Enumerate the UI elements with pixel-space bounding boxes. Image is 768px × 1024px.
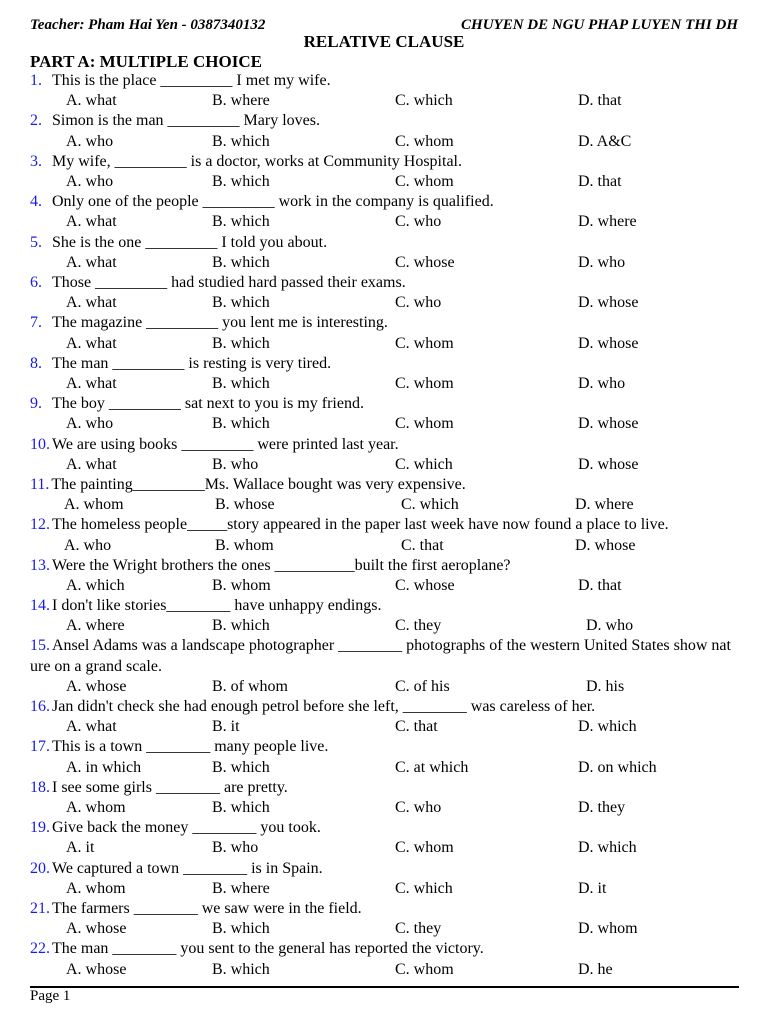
answer-options (30, 536, 742, 556)
answer-option-a[interactable]: A. who (66, 415, 114, 433)
answer-option-a[interactable]: A. whom (64, 496, 124, 514)
answer-option-b[interactable]: B. where (212, 92, 270, 110)
answer-option-c[interactable]: C. they (395, 617, 442, 635)
answer-option-b[interactable]: B. who (212, 455, 259, 473)
answer-option-a[interactable]: A. who (66, 132, 114, 150)
answer-option-b[interactable]: B. whom (215, 536, 274, 554)
answer-option-b[interactable]: B. which (212, 294, 270, 312)
answer-option-b[interactable]: B. which (212, 920, 270, 938)
answer-option-c[interactable]: C. whom (395, 415, 454, 433)
question-text: The boy _________ sat next to you is my friend. (52, 395, 364, 413)
question-text: The painting_________Ms. Wallace bought was very expensive. (51, 475, 466, 493)
question-number: 19. (30, 819, 50, 837)
question-stem (30, 435, 742, 455)
question-stem (30, 313, 742, 333)
question-number: 18. (30, 778, 50, 796)
question-text: The man ________ you sent to the general has reported the victory. (52, 940, 484, 958)
question-item (30, 859, 742, 899)
question-stem (30, 939, 742, 959)
question-number: 14. (30, 597, 50, 615)
answer-options (30, 677, 742, 697)
answer-option-b[interactable]: B. which (212, 172, 270, 190)
answer-options (30, 91, 742, 111)
answer-option-b[interactable]: B. which (212, 132, 270, 150)
question-item (30, 818, 742, 858)
answer-options (30, 717, 742, 737)
question-number: 2. (30, 112, 42, 130)
answer-option-a[interactable]: A. what (66, 334, 117, 352)
question-stem (30, 233, 742, 253)
question-text: The homeless people_____story appeared in the paper last week have now found a place to live. (52, 516, 669, 534)
answer-option-d[interactable]: D. where (578, 213, 637, 231)
answer-option-d[interactable]: D. on which (578, 758, 657, 776)
answer-option-c[interactable]: C. that (401, 536, 444, 554)
question-number: 6. (30, 273, 42, 291)
answer-option-d[interactable]: D. whose (578, 455, 639, 473)
answer-option-c[interactable]: C. whose (395, 576, 455, 594)
answer-option-b[interactable]: B. whom (212, 576, 271, 594)
question-stem (30, 697, 742, 717)
answer-option-c[interactable]: C. whom (395, 374, 454, 392)
answer-option-a[interactable]: A. whom (66, 799, 126, 817)
question-stem (30, 515, 742, 535)
question-stem (30, 636, 742, 676)
answer-option-c[interactable]: C. they (395, 920, 442, 938)
answer-option-d[interactable]: D. whose (578, 334, 639, 352)
answer-option-a[interactable]: A. whose (66, 677, 127, 695)
answer-option-c[interactable]: C. that (395, 718, 438, 736)
question-number: 12. (30, 516, 50, 534)
answer-option-d[interactable]: D. where (575, 496, 634, 514)
answer-option-d[interactable]: D. his (586, 677, 625, 695)
answer-option-a[interactable]: A. who (64, 536, 112, 554)
answer-options (30, 334, 742, 354)
question-item (30, 233, 742, 273)
answer-option-c[interactable]: C. whom (395, 172, 454, 190)
document-title: RELATIVE CLAUSE (303, 32, 465, 51)
answer-option-d[interactable]: D. who (578, 253, 626, 271)
answer-options (30, 253, 742, 273)
footer-divider (30, 986, 739, 988)
question-stem (30, 859, 742, 879)
answer-option-a[interactable]: A. it (66, 839, 95, 857)
question-item (30, 354, 742, 394)
answer-option-a[interactable]: A. where (66, 617, 125, 635)
answer-option-b[interactable]: B. which (212, 415, 270, 433)
question-text: Give back the money ________ you took. (52, 819, 321, 837)
answer-option-c[interactable]: C. who (395, 799, 442, 817)
question-number: 20. (30, 859, 50, 877)
question-text: My wife, _________ is a doctor, works at Community Hospital. (52, 152, 462, 170)
question-text: Jan didn't check she had enough petrol before she left, ________ was careless of her. (52, 698, 596, 716)
question-stem (30, 899, 742, 919)
question-number: 16. (30, 698, 50, 716)
question-number: 4. (30, 193, 42, 211)
answer-option-d[interactable]: D. that (578, 172, 622, 190)
question-stem (30, 273, 742, 293)
question-stem (30, 737, 742, 757)
answer-option-d[interactable]: D. he (578, 960, 613, 978)
question-stem (30, 71, 742, 91)
question-text: The man _________ is resting is very tired. (52, 354, 332, 372)
answer-option-c[interactable]: C. whose (395, 253, 455, 271)
answer-option-d[interactable]: D. whose (578, 415, 639, 433)
answer-options (30, 879, 742, 899)
teacher-header: Teacher: Pham Hai Yen - 0387340132 (30, 17, 266, 33)
question-number: 8. (30, 354, 42, 372)
question-item (30, 737, 742, 777)
answer-option-c[interactable]: C. which (395, 879, 453, 897)
course-header: CHUYEN DE NGU PHAP LUYEN THI DH (461, 17, 738, 33)
answer-option-b[interactable]: B. whose (215, 496, 275, 514)
question-item (30, 111, 742, 151)
question-text: I don't like stories________ have unhappy endings. (52, 597, 382, 615)
question-stem (30, 778, 742, 798)
answer-options (30, 293, 742, 313)
question-number: 13. (30, 556, 50, 574)
question-item (30, 71, 742, 111)
answer-options (30, 414, 742, 434)
answer-option-a[interactable]: A. what (66, 213, 117, 231)
answer-option-d[interactable]: D. whose (578, 294, 639, 312)
answer-option-a[interactable]: A. what (66, 294, 117, 312)
question-text: Simon is the man _________ Mary loves. (52, 112, 320, 130)
answer-options (30, 838, 742, 858)
answer-option-a[interactable]: A. what (66, 455, 117, 473)
answer-options (30, 919, 742, 939)
answer-option-c[interactable]: C. whom (395, 132, 454, 150)
answer-option-a[interactable]: A. what (66, 253, 117, 271)
question-item (30, 596, 742, 636)
answer-option-a[interactable]: A. whom (66, 879, 126, 897)
answer-options (30, 758, 742, 778)
question-item (30, 515, 742, 555)
answer-option-c[interactable]: C. which (395, 92, 453, 110)
question-item (30, 435, 742, 475)
question-stem (30, 475, 742, 495)
answer-option-b[interactable]: B. which (212, 374, 270, 392)
question-stem (30, 111, 742, 131)
answer-option-a[interactable]: A. whose (66, 960, 127, 978)
answer-option-b[interactable]: B. which (212, 758, 270, 776)
question-text: The magazine _________ you lent me is interesting. (52, 314, 388, 332)
question-number: 5. (30, 233, 42, 251)
question-item (30, 313, 742, 353)
answer-options (30, 495, 742, 515)
answer-option-c[interactable]: C. which (401, 496, 459, 514)
answer-options (30, 212, 742, 232)
answer-options (30, 132, 742, 152)
answer-option-d[interactable]: D. A&C (578, 132, 632, 150)
question-list (30, 71, 742, 980)
question-stem (30, 556, 742, 576)
question-text: Ansel Adams was a landscape photographer ________ photographs of the western United States show nat ure on a grand scale. (30, 637, 731, 675)
answer-option-b[interactable]: B. it (212, 718, 240, 736)
answer-option-d[interactable]: D. it (578, 879, 607, 897)
answer-option-b[interactable]: B. which (212, 960, 270, 978)
question-item (30, 475, 742, 515)
question-stem (30, 818, 742, 838)
question-text: She is the one _________ I told you about. (52, 233, 328, 251)
answer-option-b[interactable]: B. which (212, 334, 270, 352)
question-text: Only one of the people _________ work in the company is qualified. (52, 193, 494, 211)
answer-option-c[interactable]: C. whom (395, 334, 454, 352)
answer-option-a[interactable]: A. in which (66, 758, 142, 776)
answer-option-d[interactable]: D. that (578, 576, 622, 594)
question-stem (30, 354, 742, 374)
question-number: 22. (30, 940, 50, 958)
answer-option-b[interactable]: B. of whom (212, 677, 288, 695)
question-item (30, 394, 742, 434)
question-item (30, 152, 742, 192)
question-item (30, 273, 742, 313)
question-number: 15. (30, 637, 50, 655)
part-title: PART A: MULTIPLE CHOICE (30, 52, 262, 71)
question-number: 21. (30, 900, 50, 918)
question-stem (30, 152, 742, 172)
answer-options (30, 576, 742, 596)
question-text: This is the place _________ I met my wife. (52, 72, 331, 89)
answer-options (30, 172, 742, 192)
question-item (30, 899, 742, 939)
answer-options (30, 798, 742, 818)
answer-option-d[interactable]: D. they (578, 799, 626, 817)
question-stem (30, 192, 742, 212)
answer-option-b[interactable]: B. which (212, 617, 270, 635)
question-text: Those _________ had studied hard passed their exams. (52, 273, 406, 291)
answer-option-c[interactable]: C. who (395, 294, 442, 312)
answer-option-d[interactable]: D. who (578, 374, 626, 392)
question-text: We captured a town ________ is in Spain. (52, 859, 323, 877)
answer-option-d[interactable]: D. which (578, 718, 637, 736)
question-number: 1. (30, 72, 42, 89)
question-item (30, 697, 742, 737)
answer-option-d[interactable]: D. which (578, 839, 637, 857)
answer-option-c[interactable]: C. of his (395, 677, 450, 695)
answer-option-d[interactable]: D. who (586, 617, 634, 635)
answer-option-a[interactable]: A. what (66, 92, 117, 110)
question-item (30, 939, 742, 979)
answer-option-d[interactable]: D. whom (578, 920, 638, 938)
question-item (30, 192, 742, 232)
answer-options (30, 960, 742, 980)
answer-option-c[interactable]: C. at which (395, 758, 469, 776)
question-number: 7. (30, 314, 42, 332)
answer-options (30, 374, 742, 394)
question-number: 11. (30, 475, 50, 493)
question-item (30, 556, 742, 596)
answer-option-a[interactable]: A. what (66, 718, 117, 736)
answer-option-a[interactable]: A. whose (66, 920, 127, 938)
answer-option-a[interactable]: A. which (66, 576, 125, 594)
answer-options (30, 616, 742, 636)
answer-option-c[interactable]: C. who (395, 213, 442, 231)
question-number: 17. (30, 738, 50, 756)
question-text: This is a town ________ many people live. (52, 738, 329, 756)
question-text: We are using books _________ were printed last year. (52, 435, 399, 453)
question-text: Were the Wright brothers the ones __________built the first aeroplane? (52, 556, 511, 574)
answer-option-b[interactable]: B. which (212, 799, 270, 817)
answer-options (30, 455, 742, 475)
question-text: The farmers ________ we saw were in the field. (52, 900, 362, 918)
question-number: 9. (30, 395, 42, 413)
question-number: 10. (30, 435, 50, 453)
answer-option-c[interactable]: C. whom (395, 960, 454, 978)
question-number: 3. (30, 152, 42, 170)
answer-option-a[interactable]: A. what (66, 374, 117, 392)
question-stem (30, 394, 742, 414)
page-number: Page 1 (30, 988, 71, 1004)
question-stem (30, 596, 742, 616)
answer-option-b[interactable]: B. where (212, 879, 270, 897)
answer-option-a[interactable]: A. who (66, 172, 114, 190)
answer-option-d[interactable]: D. whose (575, 536, 636, 554)
answer-option-c[interactable]: C. whom (395, 839, 454, 857)
question-item (30, 636, 742, 697)
answer-option-b[interactable]: B. which (212, 253, 270, 271)
answer-option-c[interactable]: C. which (395, 455, 453, 473)
question-text: I see some girls ________ are pretty. (52, 778, 288, 796)
answer-option-d[interactable]: D. that (578, 92, 622, 110)
question-item (30, 778, 742, 818)
answer-option-b[interactable]: B. which (212, 213, 270, 231)
answer-option-b[interactable]: B. who (212, 839, 259, 857)
